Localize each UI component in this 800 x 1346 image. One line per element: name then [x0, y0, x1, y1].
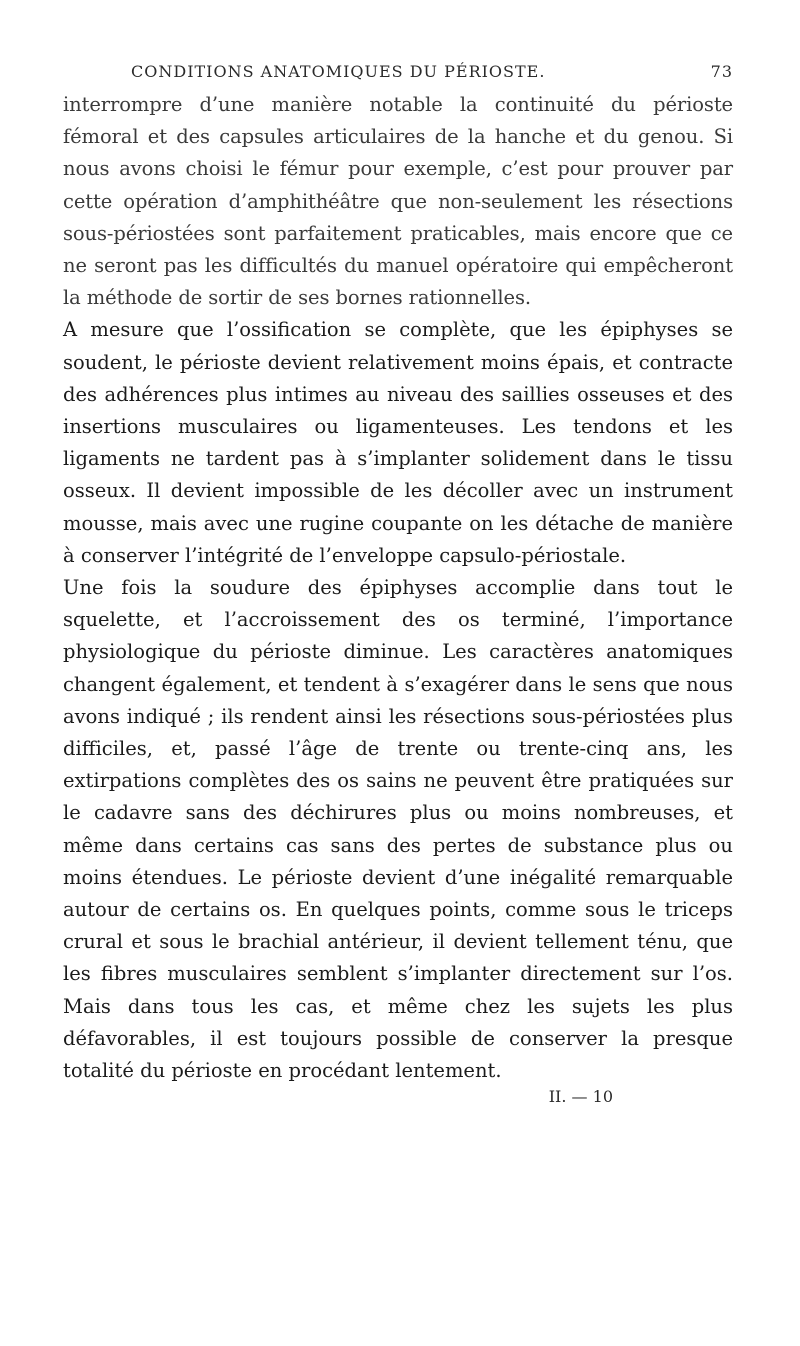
paragraph-3: Une fois la soudure des épiphyses accomplie dans tout le squelette, et l’accroissement des os terminé, l’importance physiologique du périoste diminue. Les caractères anatomiques changent également, et tendent à s’exagérer dans le sens que nous avons indiqué ; ils rendent ainsi les résections sous-périostées plus difficiles, et, passé l’âge de trente ou trente-cinq ans, les extirpations complètes des os sains ne peuvent être pratiquées sur le cadavre sans des déchirures plus ou moins nombreuses, et même dans certains cas sans des pertes de substance plus ou moins étendues. Le périoste devient d’une inégalité remarquable autour de certains os. En quelques points, comme sous le triceps crural et sous le brachial antérieur, il devient tellement ténu, que les fibres musculaires semblent s’implanter directement sur l’os. Mais dans tous les cas, et même chez les sujets les plus défavorables, il est toujours possible de conserver la presque totalité du périoste en procédant lentement.	[63, 576, 733, 1083]
paragraph-2: A mesure que l’ossification se complète, que les épiphyses se soudent, le périoste devient relativement moins épais, et contracte des adhérences plus intimes au niveau des saillies osseuses et des insertions musculaires ou ligamenteuses. Les tendons et les ligaments ne tardent pas à s’implanter solidement dans le tissu osseux. Il devient impossible de les décoller avec un instrument mousse, mais avec une rugine coupante on les détache de manière à conserver l’intégrité de l’enveloppe capsulo-périostale.	[63, 318, 733, 567]
running-head	[63, 62, 733, 81]
running-title: CONDITIONS ANATOMIQUES DU PÉRIOSTE.	[131, 62, 546, 81]
page-number: 73	[710, 62, 733, 81]
paragraph-1: interrompre d’une manière notable la continuité du périoste fémoral et des capsules articulaires de la hanche et du genou. Si nous avons choisi le fémur pour exemple, c’est pour prouver par cette opération d’amphithéâtre que non-seulement les résections sous-périostées sont parfaitement praticables, mais encore que ce ne seront pas les difficultés du manuel opératoire qui empêcheront la méthode de sortir de ses bornes rationnelles.	[63, 93, 733, 310]
page	[63, 62, 733, 1107]
signature-mark: II. — 10	[548, 1087, 613, 1107]
